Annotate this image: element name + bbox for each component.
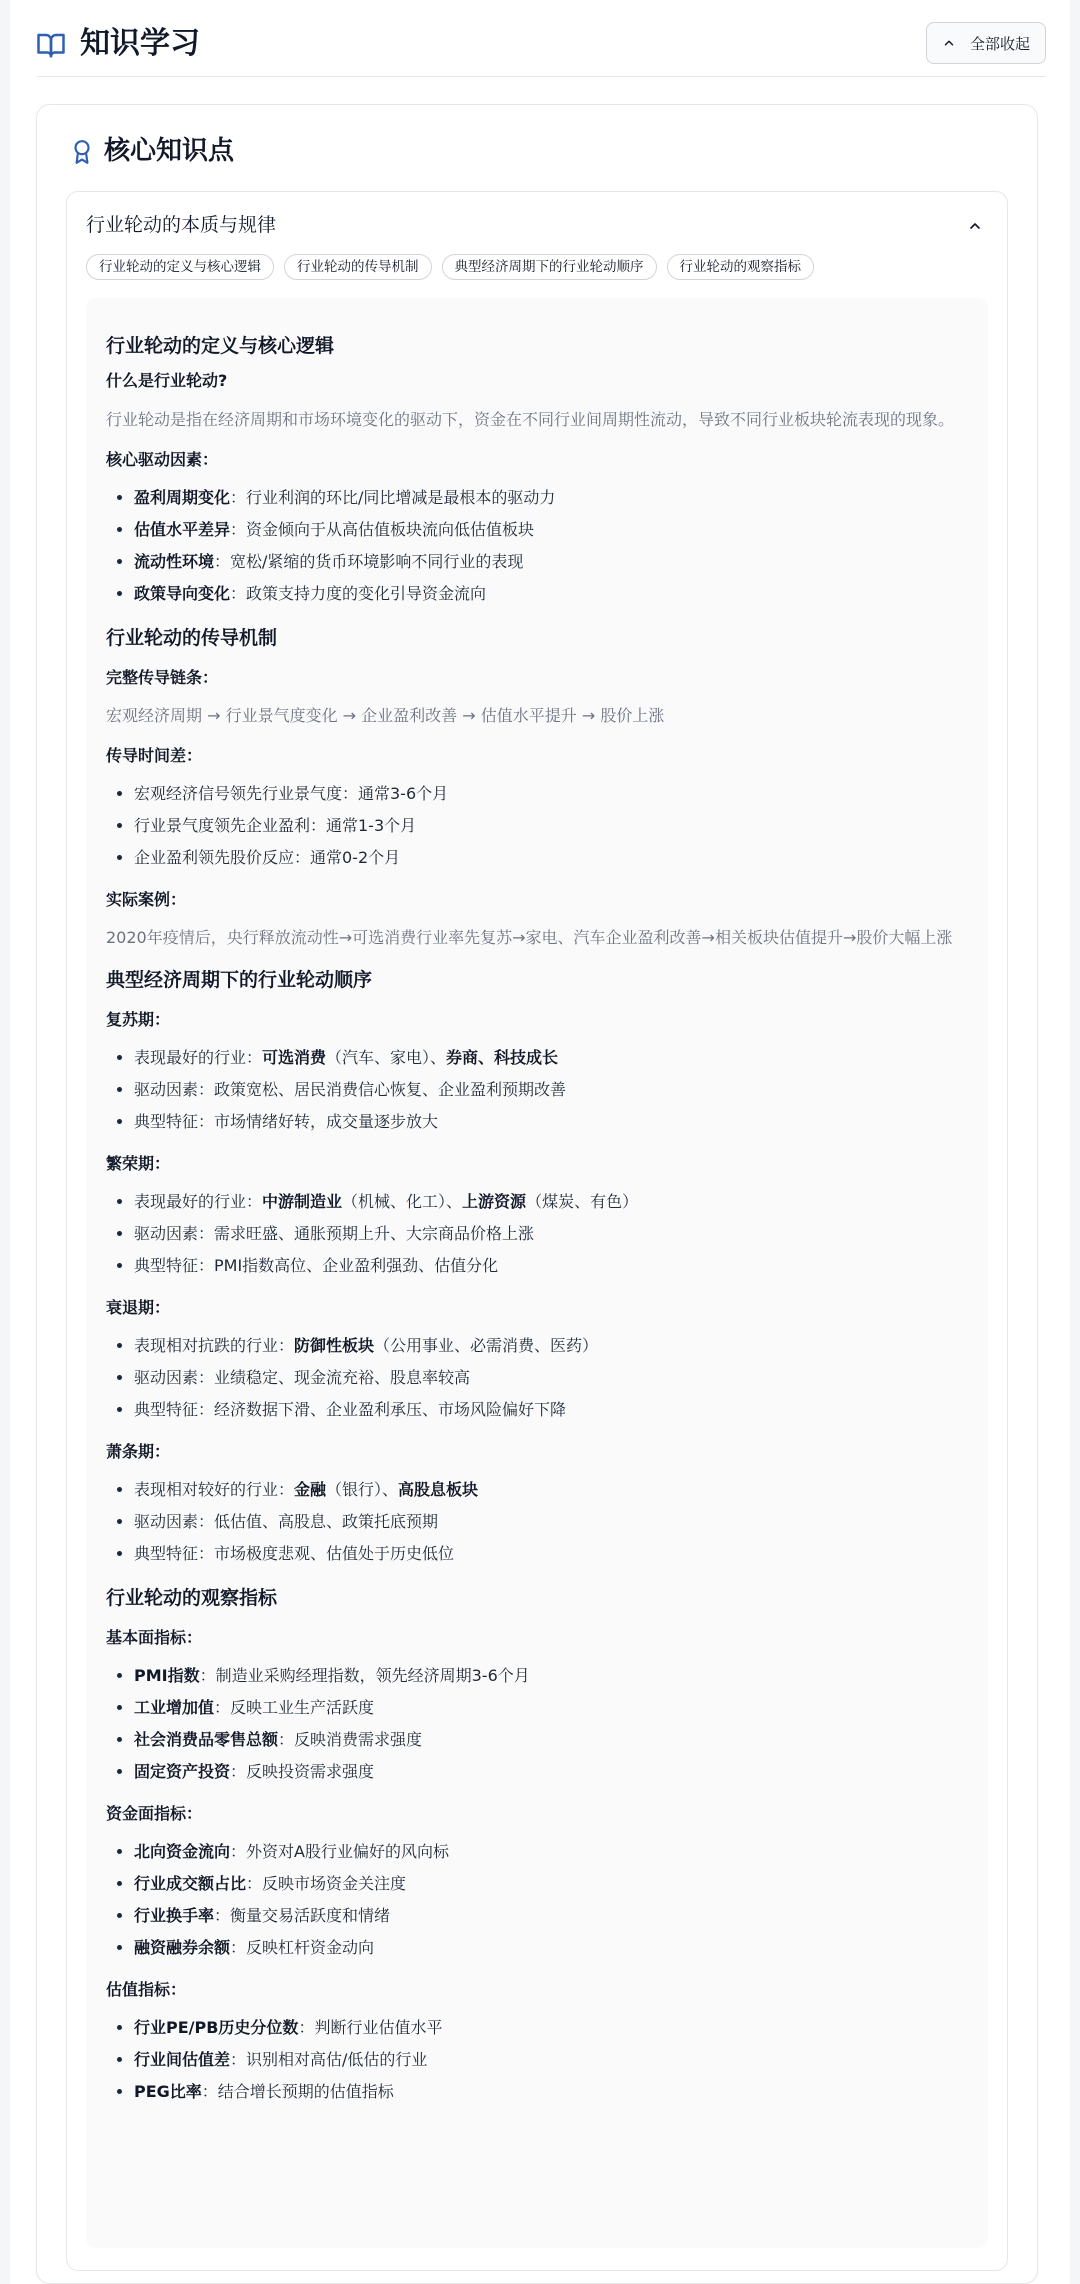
- phase-label: 复苏期：: [106, 1010, 171, 1029]
- list-item: • 政策导向变化：政策支持力度的变化引导资金流向: [134, 578, 968, 610]
- list-item: • 行业PE/PB历史分位数：判断行业估值水平: [134, 2012, 968, 2044]
- indicator-list: [106, 1836, 968, 1964]
- award-icon: [69, 137, 95, 167]
- list-item: • PEG比率：结合增长预期的估值指标: [134, 2076, 968, 2108]
- section-title[interactable]: 行业轮动的本质与规律: [86, 214, 277, 236]
- section-tags: [86, 254, 814, 280]
- indicator-list: [106, 2012, 968, 2108]
- phase-label: 衰退期：: [106, 1298, 171, 1317]
- phase-label: 萧条期：: [106, 1442, 171, 1461]
- indicator-list: [106, 1660, 968, 1788]
- chevron-up-icon: [942, 36, 956, 50]
- list-item: • 估值水平差异：资金倾向于从高估值板块流向低估值板块: [134, 514, 968, 546]
- lag-list: [106, 778, 968, 874]
- list-item: • 表现最好的行业：可选消费（汽车、家电）、券商、科技成长: [134, 1042, 968, 1074]
- knowledge-section: [66, 191, 1008, 2271]
- page-title: 知识学习: [80, 26, 200, 61]
- chevron-up-icon[interactable]: [967, 218, 983, 234]
- list-item: • 北向资金流向：外资对A股行业偏好的风向标: [134, 1836, 968, 1868]
- list-item: • 表现相对抗跌的行业：防御性板块（公用事业、必需消费、医药）: [134, 1330, 968, 1362]
- indicator-group-label: 资金面指标：: [106, 1804, 203, 1823]
- case-text: 2020年疫情后，央行释放流动性→可选消费行业率先复苏→家电、汽车企业盈利改善→相关板块估值提升→股价大幅上涨: [106, 928, 953, 947]
- drivers-list: [106, 482, 968, 610]
- tag-indicators[interactable]: 行业轮动的观察指标: [667, 254, 815, 280]
- list-item: • 驱动因素：业绩稳定、现金流充裕、股息率较高: [134, 1362, 968, 1394]
- list-item: • PMI指数：制造业采购经理指数，领先经济周期3-6个月: [134, 1660, 968, 1692]
- list-item: • 行业换手率：衡量交易活跃度和情绪: [134, 1900, 968, 1932]
- list-item: • 行业成交额占比：反映市场资金关注度: [134, 1868, 968, 1900]
- chain-text: 宏观经济周期 → 行业景气度变化 → 企业盈利改善 → 估值水平提升 → 股价上涨: [106, 706, 665, 725]
- core-knowledge-card: [36, 104, 1038, 2284]
- collapse-all-label: 全部收起: [969, 34, 1030, 53]
- phase-list: [106, 1042, 968, 1138]
- book-open-icon: [36, 30, 66, 60]
- list-item: • 宏观经济信号领先行业景气度：通常3-6个月: [134, 778, 968, 810]
- list-item: • 流动性环境：宽松/紧缩的货币环境影响不同行业的表现: [134, 546, 968, 578]
- phase-list: [106, 1474, 968, 1570]
- chain-label: 完整传导链条：: [106, 668, 219, 687]
- indicator-group-label: 估值指标：: [106, 1980, 187, 1999]
- collapse-all-button[interactable]: [926, 22, 1046, 64]
- list-item: • 典型特征：市场情绪好转，成交量逐步放大: [134, 1106, 968, 1138]
- section-content: [86, 298, 988, 2248]
- list-item: • 企业盈利领先股价反应：通常0-2个月: [134, 842, 968, 874]
- page-header: [36, 20, 1046, 77]
- list-item: • 典型特征：PMI指数高位、企业盈利强劲、估值分化: [134, 1250, 968, 1282]
- heading-cycle-order: 典型经济周期下的行业轮动顺序: [106, 969, 373, 991]
- list-item: • 行业间估值差：识别相对高估/低估的行业: [134, 2044, 968, 2076]
- heading-definition: 行业轮动的定义与核心逻辑: [106, 335, 335, 357]
- list-item: • 工业增加值：反映工业生产活跃度: [134, 1692, 968, 1724]
- tag-definition[interactable]: 行业轮动的定义与核心逻辑: [86, 254, 274, 280]
- list-item: • 驱动因素：低估值、高股息、政策托底预期: [134, 1506, 968, 1538]
- list-item: • 驱动因素：需求旺盛、通胀预期上升、大宗商品价格上涨: [134, 1218, 968, 1250]
- list-item: • 融资融券余额：反映杠杆资金动向: [134, 1932, 968, 1964]
- phase-label: 繁荣期：: [106, 1154, 171, 1173]
- question-what-is: 什么是行业轮动?: [106, 371, 228, 390]
- tag-cycle-order[interactable]: 典型经济周期下的行业轮动顺序: [442, 254, 657, 280]
- list-item: • 典型特征：经济数据下滑、企业盈利承压、市场风险偏好下降: [134, 1394, 968, 1426]
- list-item: • 表现最好的行业：中游制造业（机械、化工）、上游资源（煤炭、有色）: [134, 1186, 968, 1218]
- indicator-group-label: 基本面指标：: [106, 1628, 203, 1647]
- heading-transmission: 行业轮动的传导机制: [106, 627, 278, 649]
- definition-text: 行业轮动是指在经济周期和市场环境变化的驱动下，资金在不同行业间周期性流动，导致不同行业板块轮流表现的现象。: [106, 410, 955, 429]
- list-item: • 表现相对较好的行业：金融（银行）、高股息板块: [134, 1474, 968, 1506]
- drivers-label: 核心驱动因素：: [106, 450, 219, 469]
- list-item: • 典型特征：市场极度悲观、估值处于历史低位: [134, 1538, 968, 1570]
- list-item: • 盈利周期变化：行业利润的环比/同比增减是最根本的驱动力: [134, 482, 968, 514]
- list-item: • 社会消费品零售总额：反映消费需求强度: [134, 1724, 968, 1756]
- page: [10, 0, 1070, 2284]
- list-item: • 行业景气度领先企业盈利：通常1-3个月: [134, 810, 968, 842]
- card-title: 核心知识点: [104, 136, 235, 166]
- phase-list: [106, 1186, 968, 1282]
- tag-transmission[interactable]: 行业轮动的传导机制: [284, 254, 432, 280]
- heading-indicators: 行业轮动的观察指标: [106, 1587, 278, 1609]
- case-label: 实际案例：: [106, 890, 187, 909]
- list-item: • 驱动因素：政策宽松、居民消费信心恢复、企业盈利预期改善: [134, 1074, 968, 1106]
- phase-list: [106, 1330, 968, 1426]
- list-item: • 固定资产投资：反映投资需求强度: [134, 1756, 968, 1788]
- lag-label: 传导时间差：: [106, 746, 203, 765]
